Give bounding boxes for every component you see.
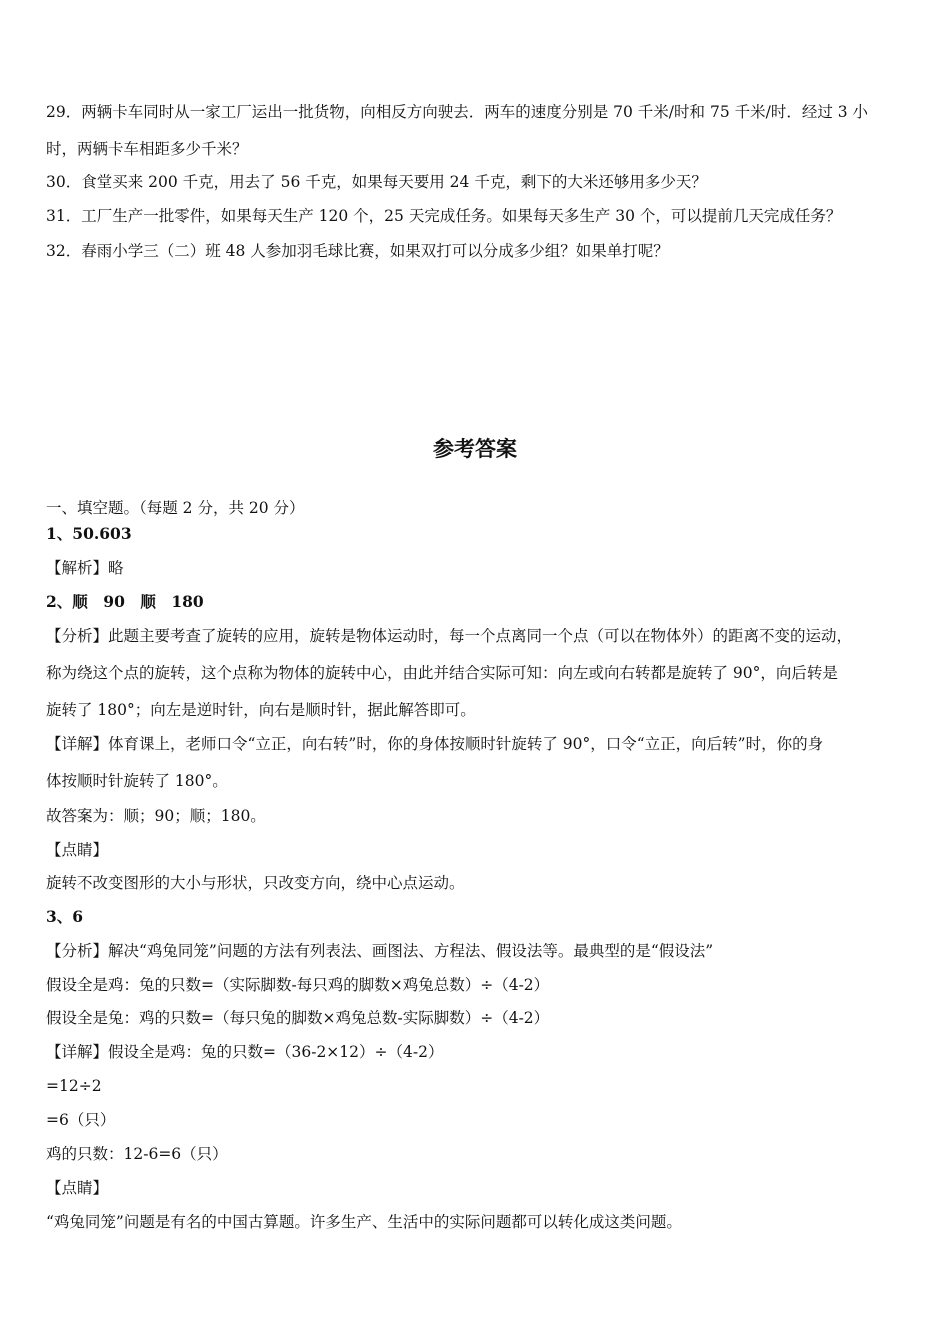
answer-3-step-2: =6（只） [46, 1111, 116, 1129]
answer-3-comment: “鸡兔同笼”问题是有名的中国古算题。许多生产、生活中的实际问题都可以转化成这类问题。 [46, 1213, 682, 1231]
question-29-line-2: 时，两辆卡车相距多少千米？ [46, 140, 248, 158]
answer-2-analysis-line-1: 【分析】此题主要考查了旋转的应用，旋转是物体运动时，每一个点离同一个点（可以在物体外）的距离不变的运动， [46, 627, 853, 645]
answer-3-formula-rabbit: 假设全是兔：鸡的只数=（每只兔的脚数×鸡兔总数-实际脚数）÷（4-2） [46, 1009, 550, 1027]
question-32: 32．春雨小学三（二）班 48 人参加羽毛球比赛，如果双打可以分成多少组？如果单打呢？ [46, 242, 669, 260]
answer-3: 3、6 [46, 907, 84, 926]
answer-3-step-3: 鸡的只数：12-6=6（只） [46, 1145, 228, 1163]
answer-2-detail-line-2: 体按顺时针旋转了 180°。 [46, 772, 228, 790]
answer-3-comment-label: 【点睛】 [46, 1179, 109, 1197]
answer-1: 1、50.603 [46, 524, 132, 543]
section-heading: 一、填空题。（每题 2 分，共 20 分） [46, 499, 305, 517]
answer-2-detail-line-1: 【详解】体育课上，老师口令“立正，向右转”时，你的身体按顺时针旋转了 90°，口令“立正，向后转”时，你的身 [46, 735, 824, 753]
answer-3-analysis: 【分析】解决“鸡兔同笼”问题的方法有列表法、画图法、方程法、假设法等。最典型的是“假设法” [46, 942, 714, 960]
answer-2-analysis-line-2: 称为绕这个点的旋转，这个点称为物体的旋转中心，由此并结合实际可知：向左或向右转都是旋转了 90°，向后转是 [46, 664, 838, 682]
answer-2-comment: 旋转不改变图形的大小与形状，只改变方向，绕中心点运动。 [46, 874, 465, 892]
question-29-line-1: 29．两辆卡车同时从一家工厂运出一批货物，向相反方向驶去．两车的速度分别是 70 千米/时和 75 千米/时．经过 3 小 [46, 103, 869, 121]
question-31: 31．工厂生产一批零件，如果每天生产 120 个，25 天完成任务。如果每天多生产 30 个，可以提前几天完成任务？ [46, 207, 842, 225]
answer-3-formula-chicken: 假设全是鸡：兔的只数=（实际脚数-每只鸡的脚数×鸡兔总数）÷（4-2） [46, 976, 550, 994]
answer-2-result: 故答案为：顺；90；顺；180。 [46, 807, 266, 825]
answer-2: 2、顺 90 顺 180 [46, 592, 204, 611]
answer-3-step-1: =12÷2 [46, 1077, 102, 1095]
answer-2-analysis-line-3: 旋转了 180°；向左是逆时针，向右是顺时针，据此解答即可。 [46, 701, 476, 719]
answer-1-analysis: 【解析】略 [46, 559, 124, 577]
answer-3-detail: 【详解】假设全是鸡：兔的只数=（36-2×12）÷（4-2） [46, 1043, 444, 1061]
question-30: 30．食堂买来 200 千克，用去了 56 千克，如果每天要用 24 千克，剩下的大米还够用多少天？ [46, 173, 707, 191]
answer-2-comment-label: 【点睛】 [46, 841, 109, 859]
answers-title: 参考答案 [433, 436, 517, 461]
